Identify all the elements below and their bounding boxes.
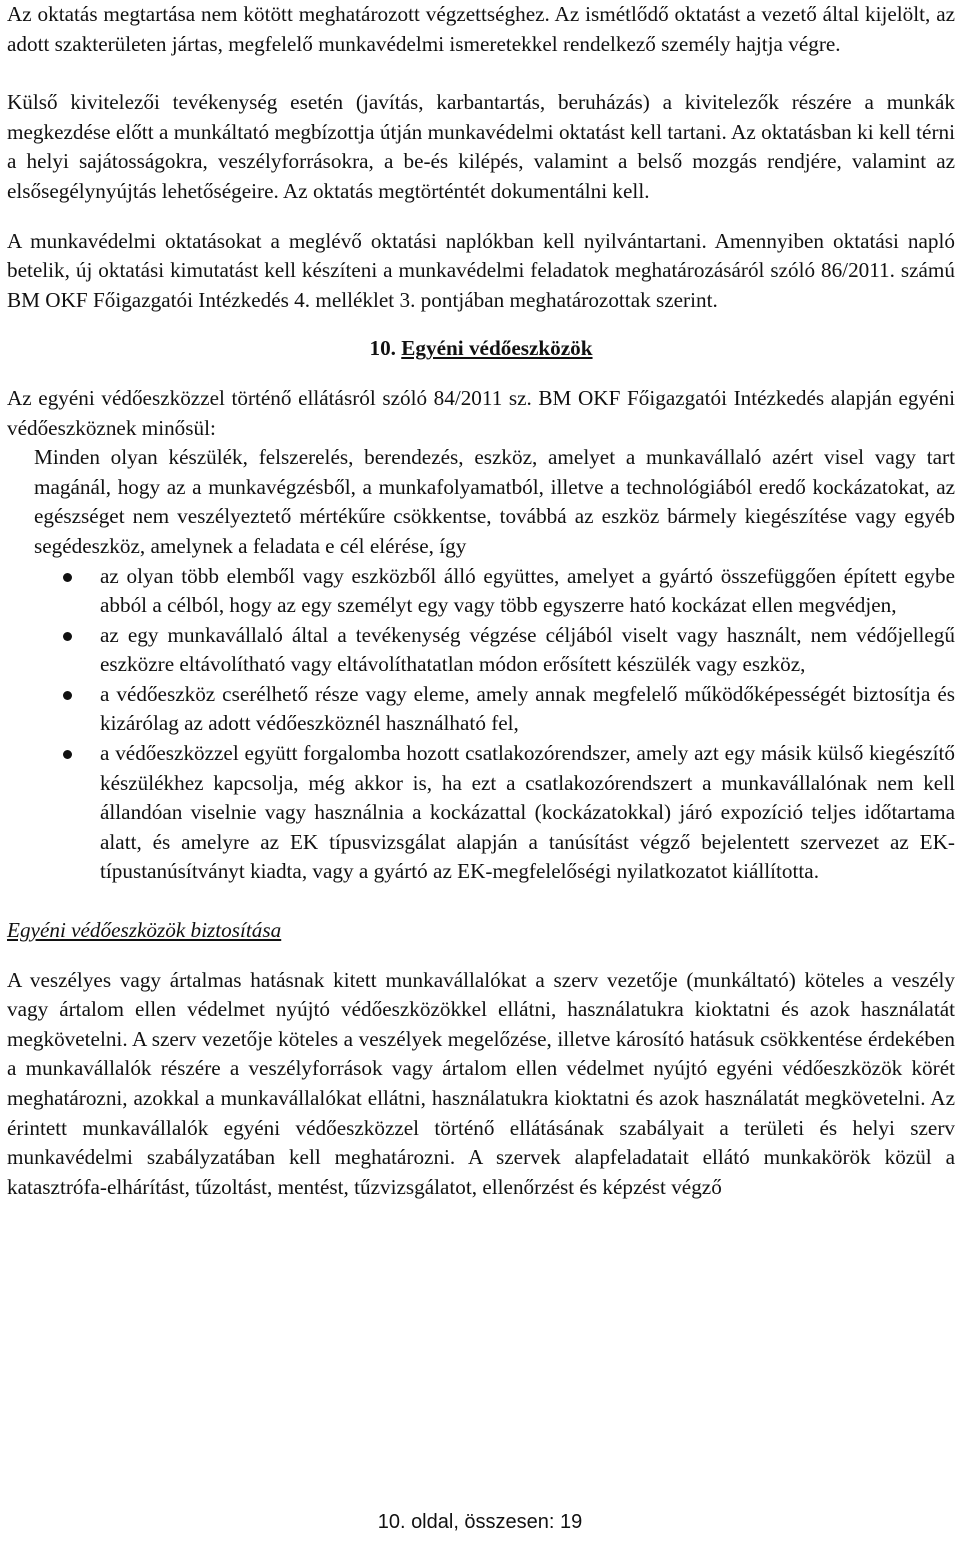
list-item-text: az egy munkavállaló által a tevékenység végzése céljából viselt vagy használt, nem védőjellegű eszközre eltávolítható vagy eltávolíthatatlan módon erősített készülék vagy eszköz, — [100, 622, 955, 677]
bullet-icon — [63, 750, 72, 759]
bullet-icon — [63, 691, 72, 700]
section-number: 10. — [369, 336, 396, 361]
bullet-icon — [63, 573, 72, 582]
definition-text: Minden olyan készülék, felszerelés, berendezés, eszköz, amelyet a munkavállaló azért visel vagy tart magánál, hogy az a munkavégzésből, a munkafolyamatból, illetve a technológiából eredő kockázatokat, az egészséget nem veszélyeztető mértékűre csökkentse, továbbá az eszköz bármely kiegészítése vagy egyéb segédeszköz, amelynek a feladata e cél elérése, így — [34, 445, 955, 558]
subsection-title: Egyéni védőeszközök biztosítása — [7, 918, 282, 943]
list-item-text: a védőeszköz cserélhető része vagy eleme, amely annak megfelelő működőképességét biztosítja és kizárólag az adott védőeszköznél használható fel, — [100, 681, 955, 736]
document-page — [7, 0, 955, 1202]
paragraph-ppe-provision: A veszélyes vagy ártalmas hatásnak kitett munkavállalókat a szerv vezetője (munkáltató) köteles a veszély vagy ártalom ellen védelmet nyújtó védőeszközökkel ellátni, használatukra kioktatni és azok használatát megkövetelni. A szerv vezetője köteles a veszélyek megelőzése, illetve károsító hatásuk csökkentése érdekében a munkavállalók részére a veszélyforrások vagy ártalom ellen védelmet nyújtó egyéni védőeszközök körét meghatározni, azokkal a munkavállalókat ellátni, használatukra kioktatni és azok használatát megkövetelni. Az érintett munkavállalók egyéni védőeszközzel történő ellátásának szabályait a területi és helyi szerv munkavédelmi szabályzatában kell meghatározni. A szervek alapfeladatait ellátó munkakörök közül a katasztrófa-elhárítást, tűzoltást, mentést, tűzvizsgálatot, ellenőrzést és képzést végző — [7, 967, 955, 1199]
list-item — [7, 680, 955, 739]
list-item — [7, 621, 955, 680]
bullet-icon — [63, 632, 72, 641]
definition-intro: Az egyéni védőeszközzel történő ellátásról szóló 84/2011 sz. BM OKF Főigazgatói Intézkedés alapján egyéni védőeszköznek minősül: — [7, 385, 955, 440]
paragraph-training-log: A munkavédelmi oktatásokat a meglévő oktatási naplókban kell nyilvántartani. Amennyiben oktatási napló betelik, új oktatási kimutatást kell készíteni a munkavédelmi feladatok meghatározásáról szóló 86/2011. számú BM OKF Főigazgatói Intézkedés 4. melléklet 3. pontjában meghatározottak szerint. — [7, 228, 955, 312]
paragraph-external-contractors: Külső kivitelezői tevékenység esetén (javítás, karbantartás, beruházás) a kivitelezők részére a munkák megkezdése előtt a munkáltató megbízottja útján munkavédelmi oktatást kell tartani. Az oktatásban ki kell térni a helyi sajátosságokra, veszélyforrásokra, a be-és kilépés, valamint a belső mozgás rendjére, valamint az elsősegélynyújtás lehetőségeire. Az oktatás megtörténtét dokumentálni kell. — [7, 90, 955, 203]
list-item — [7, 739, 955, 887]
list-item-text: az olyan több elemből vagy eszközből álló együttes, amelyet a gyártó összefüggően épített egybe abból a célból, hogy az egy személyt egy vagy több egyszerre ható kockázat ellen megvédjen, — [100, 563, 955, 618]
list-item-text: a védőeszközzel együtt forgalomba hozott csatlakozórendszer, amely azt egy másik külső kiegészítő készülékhez kapcsolja, még akkor is, ha ezt a csatlakozórendszert a munkavállalónak nem kell állandóan viselnie vagy használnia a kockázattal (kockázatokkal) járó expozíció teljes időtartama alatt, és amelyre az EK típusvizsgálat alapján a tanúsítást végző bejelentett szervezet az EK-típustanúsítványt kiadta, vagy a gyártó az EK-megfelelőségi nyilatkozatot kiállította. — [100, 741, 955, 884]
list-item — [7, 562, 955, 621]
section-title: Egyéni védőeszközök — [401, 336, 593, 361]
page-footer: 10. oldal, összesen: 19 — [377, 1511, 583, 1533]
definition-bullet-list — [7, 562, 955, 888]
section-heading — [7, 334, 955, 364]
paragraph-training-requirements: Az oktatás megtartása nem kötött meghatározott végzettséghez. Az ismétlődő oktatást a vezető által kijelölt, az adott szakterületen jártas, megfelelő munkavédelmi ismeretekkel rendelkező személy hajtja végre. — [7, 2, 955, 56]
